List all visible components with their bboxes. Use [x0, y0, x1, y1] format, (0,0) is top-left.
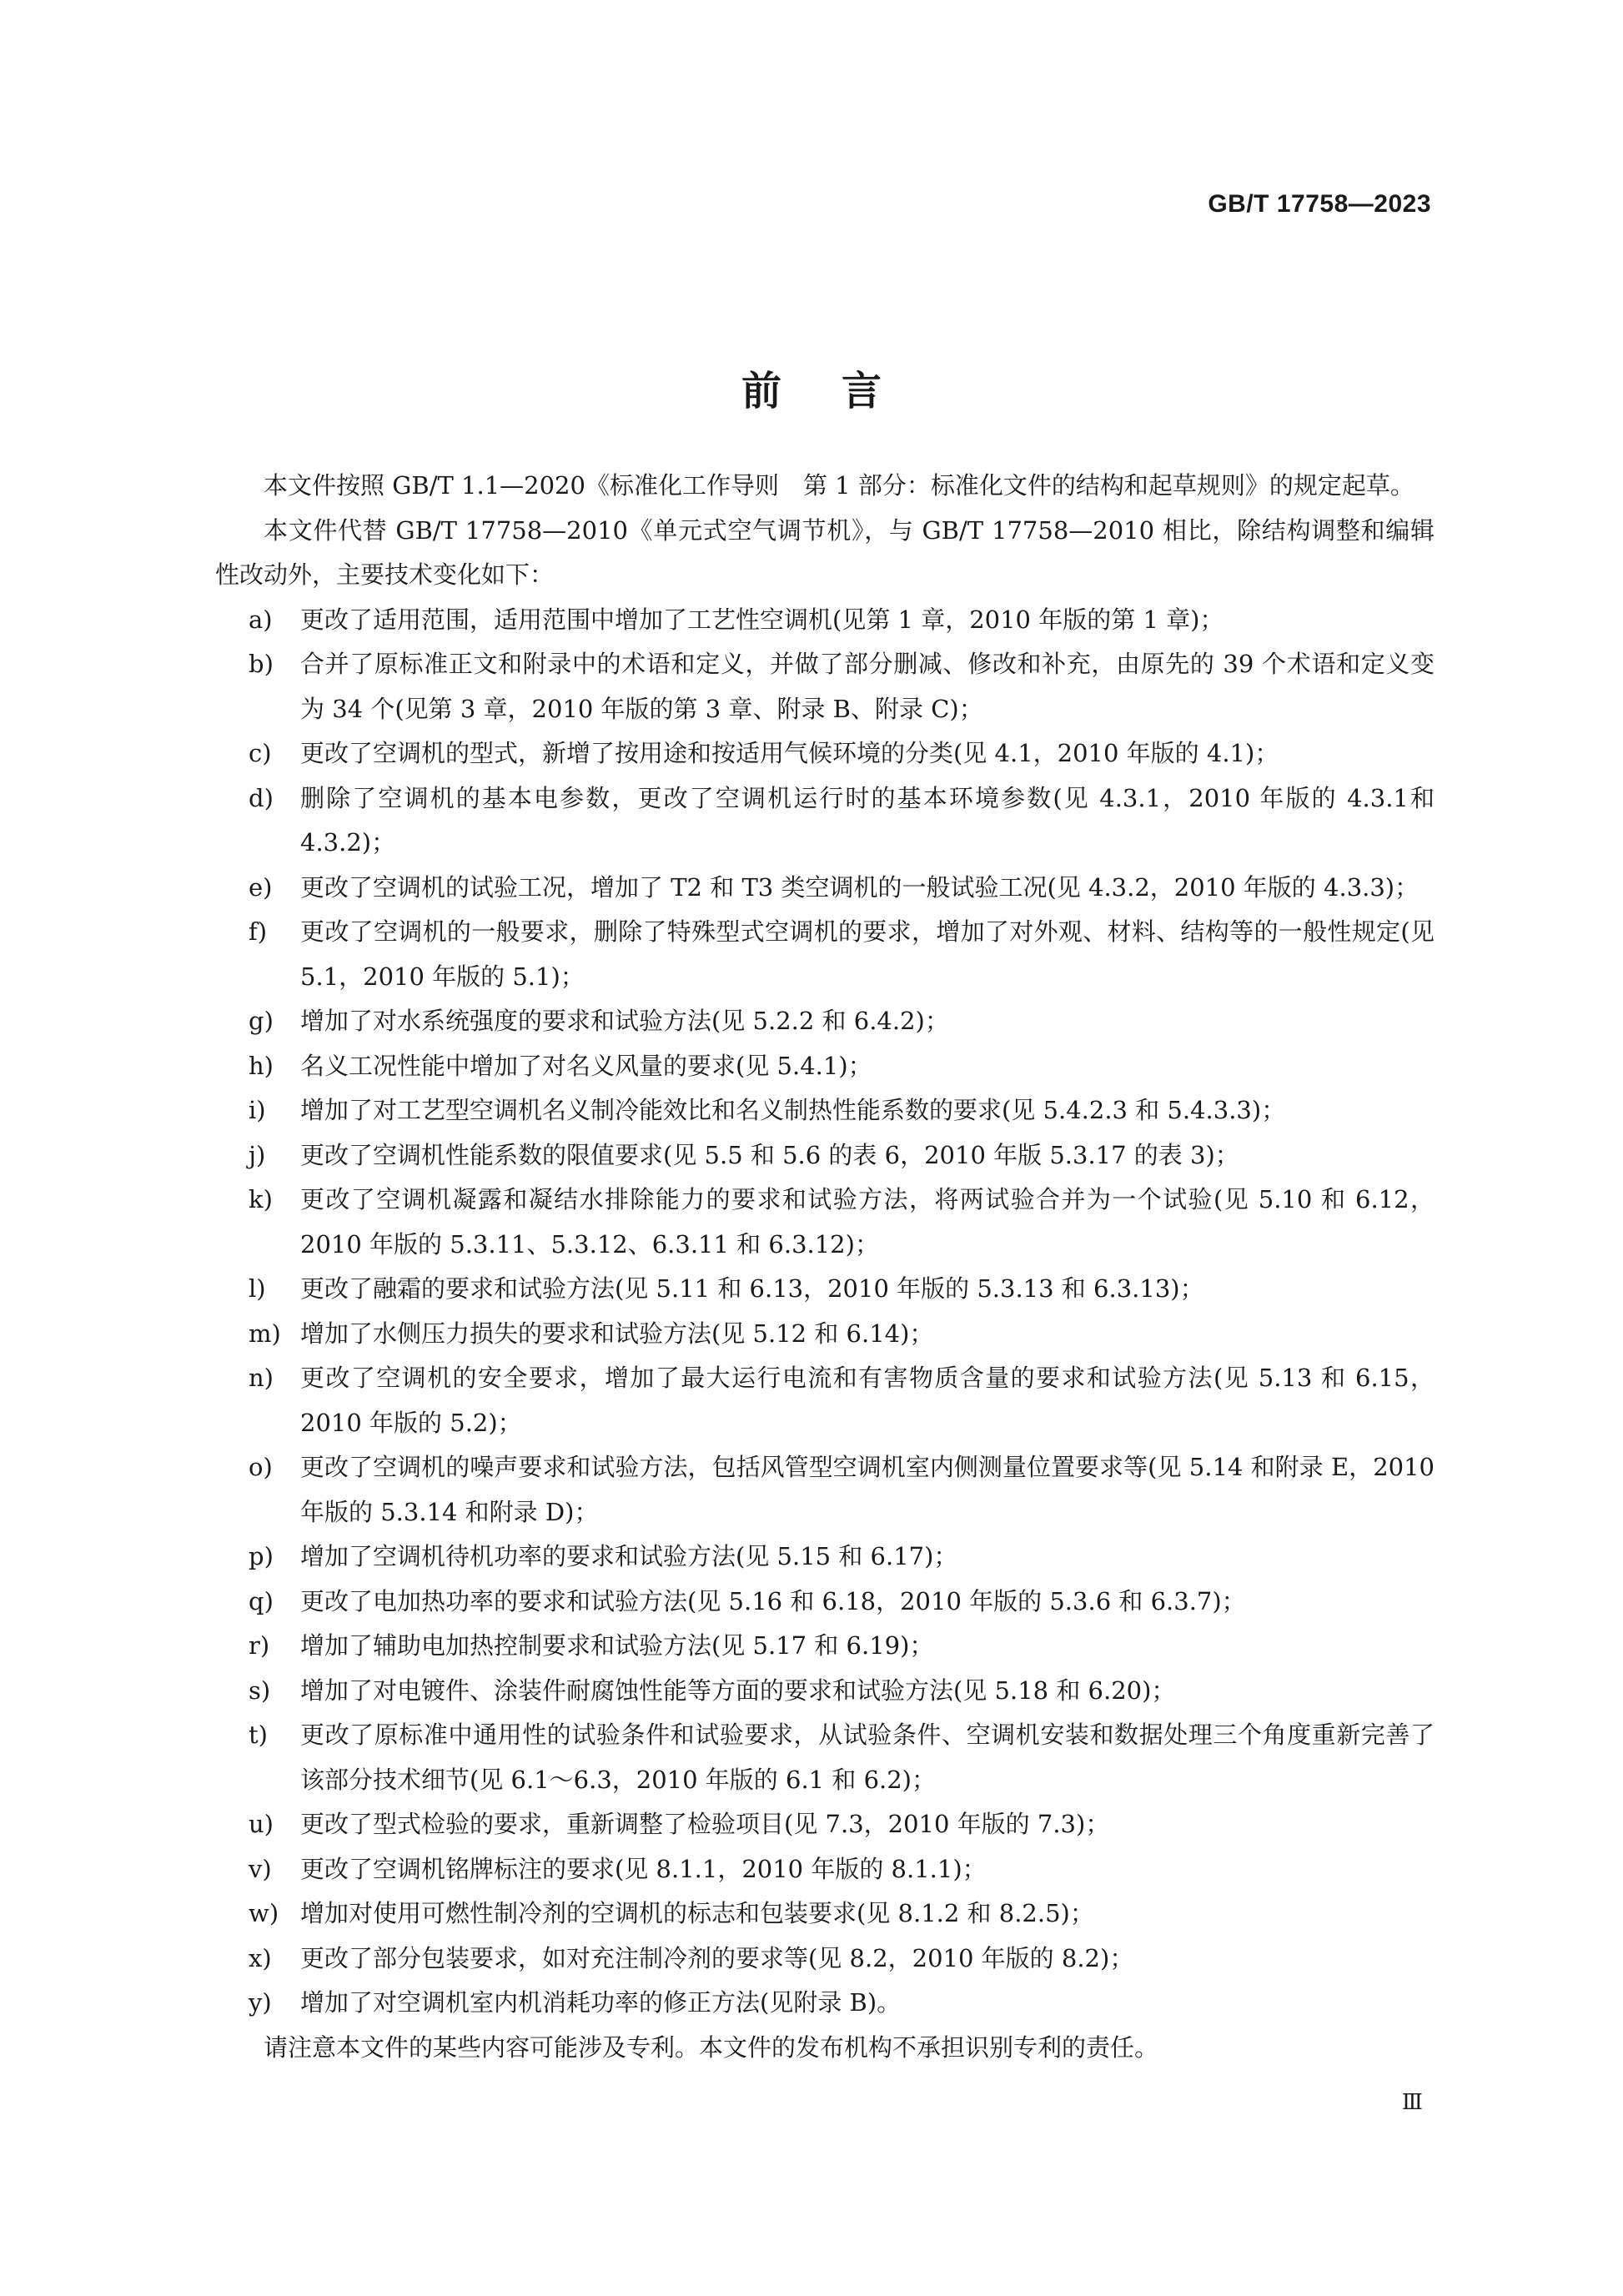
- list-item-letter: o): [249, 1453, 273, 1481]
- list-item: [215, 1981, 1435, 2026]
- list-item-letter: i): [249, 1096, 266, 1124]
- list-item: [215, 776, 1435, 866]
- list-item-letter: r): [249, 1631, 270, 1660]
- intro-paragraph-drafting: 本文件按照 GB/T 1.1—2020《标准化工作导则 第 1 部分：标准化文件的结构和起草规则》的规定起草。: [264, 471, 1414, 500]
- list-item-text: 增加了对工艺型空调机名义制冷能效比和名义制热性能系数的要求(见 5.4.2.3 和 5.4.3.3)；: [300, 1096, 1286, 1124]
- list-item-text: 增加了水侧压力损失的要求和试验方法(见 5.12 和 6.14)；: [300, 1319, 934, 1348]
- list-item-letter: c): [249, 739, 272, 767]
- patent-notice: 请注意本文件的某些内容可能涉及专利。本文件的发布机构不承担识别专利的责任。: [264, 2032, 1159, 2062]
- list-item: [215, 1669, 1435, 1714]
- list-item: [215, 1312, 1435, 1357]
- list-item: [215, 1267, 1435, 1312]
- list-item-text: 更改了空调机凝露和凝结水排除能力的要求和试验方法，将两试验合并为一个试验(见 5.10 和 6.12，2010 年版的 5.3.11、5.3.12、6.3.11 和 6.3.12)；: [300, 1185, 1435, 1259]
- list-item-letter: k): [249, 1185, 273, 1213]
- list-item-text: 更改了空调机的一般要求，删除了特殊型式空调机的要求，增加了对外观、材料、结构等的一般性规定(见 5.1，2010 年版的 5.1)；: [300, 917, 1435, 991]
- list-item: [215, 1580, 1435, 1625]
- list-item-text: 更改了空调机铭牌标注的要求(见 8.1.1，2010 年版的 8.1.1)；: [300, 1854, 987, 1883]
- list-item: [215, 1356, 1435, 1445]
- list-item: [215, 1178, 1435, 1267]
- list-item: [215, 866, 1435, 911]
- list-item-text: 增加了对电镀件、涂装件耐腐蚀性能等方面的要求和试验方法(见 5.18 和 6.20)；: [300, 1676, 1176, 1705]
- list-item-text: 更改了空调机的试验工况，增加了 T2 和 T3 类空调机的一般试验工况(见 4.3.2，2010 年版的 4.3.3)；: [300, 872, 1419, 902]
- list-item: [215, 731, 1435, 776]
- list-item-letter: m): [249, 1319, 281, 1348]
- list-item-text: 更改了型式检验的要求，重新调整了检验项目(见 7.3，2010 年版的 7.3)；: [300, 1810, 1110, 1838]
- list-item-letter: h): [249, 1051, 274, 1080]
- list-item-letter: a): [249, 605, 273, 634]
- list-item-letter: l): [249, 1274, 266, 1303]
- list-item: [215, 999, 1435, 1044]
- list-item-text: 删除了空调机的基本电参数，更改了空调机运行时的基本环境参数(见 4.3.1，2010 年版的 4.3.1和 4.3.2)；: [300, 783, 1435, 857]
- list-item-text: 更改了空调机的噪声要求和试验方法，包括风管型空调机室内侧测量位置要求等(见 5.14 和附录 E，2010 年版的 5.3.14 和附录 D)；: [300, 1453, 1435, 1526]
- list-item: [215, 1802, 1435, 1847]
- list-item-letter: w): [249, 1899, 279, 1927]
- list-item-letter: y): [249, 1988, 272, 2017]
- intro-paragraph-replacement: 本文件代替 GB/T 17758—2010《单元式空气调节机》，与 GB/T 17758—2010 相比，除结构调整和编辑性改动外，主要技术变化如下：: [215, 515, 1435, 589]
- list-item-text: 更改了部分包装要求，如对充注制冷剂的要求等(见 8.2，2010 年版的 8.2)；: [300, 1943, 1134, 1972]
- page-title: 前言: [741, 368, 942, 415]
- list-item: [215, 1044, 1435, 1089]
- list-item: [215, 1624, 1435, 1669]
- list-item: [215, 1713, 1435, 1802]
- list-item-text: 增加了对水系统强度的要求和试验方法(见 5.2.2 和 6.4.2)；: [300, 1007, 949, 1035]
- technical-changes-list: [215, 598, 1435, 2026]
- page-number: Ⅲ: [1401, 2090, 1423, 2115]
- list-item: [215, 1445, 1435, 1535]
- list-item: [215, 1892, 1435, 1937]
- document-body: [215, 464, 1435, 2070]
- list-item-letter: n): [249, 1364, 274, 1392]
- list-item-text: 更改了适用范围，适用范围中增加了工艺性空调机(见第 1 章，2010 年版的第 1 章)；: [300, 605, 1224, 634]
- list-item-letter: b): [249, 650, 274, 678]
- list-item: [215, 910, 1435, 999]
- list-item-text: 更改了空调机性能系数的限值要求(见 5.5 和 5.6 的表 6，2010 年版 5.3.17 的表 3)；: [300, 1140, 1239, 1169]
- list-item-letter: t): [249, 1721, 268, 1749]
- list-item-text: 更改了空调机的安全要求，增加了最大运行电流和有害物质含量的要求和试验方法(见 5.13 和 6.15，2010 年版的 5.2)；: [300, 1364, 1435, 1437]
- list-item-text: 增加了辅助电加热控制要求和试验方法(见 5.17 和 6.19)；: [300, 1631, 934, 1660]
- list-item-letter: u): [249, 1810, 274, 1838]
- list-item-text: 更改了空调机的型式，新增了按用途和按适用气候环境的分类(见 4.1，2010 年版的 4.1)；: [300, 739, 1279, 767]
- list-item: [215, 598, 1435, 643]
- list-item-letter: d): [249, 783, 274, 812]
- list-item-text: 更改了电加热功率的要求和试验方法(见 5.16 和 6.18，2010 年版的 5.3.6 和 6.3.7)；: [300, 1586, 1246, 1615]
- list-item-letter: f): [249, 917, 268, 946]
- list-item-text: 名义工况性能中增加了对名义风量的要求(见 5.4.1)；: [300, 1051, 872, 1080]
- list-item-text: 更改了融霜的要求和试验方法(见 5.11 和 6.13，2010 年版的 5.3.13 和 6.3.13)；: [300, 1274, 1204, 1303]
- list-item-letter: e): [249, 872, 273, 902]
- list-item: [215, 1088, 1435, 1133]
- list-item-text: 增加对使用可燃性制冷剂的空调机的标志和包装要求(见 8.1.2 和 8.2.5)；: [300, 1899, 1094, 1927]
- list-item-letter: v): [249, 1854, 272, 1883]
- list-item-text: 增加了对空调机室内机消耗功率的修正方法(见附录 B)。: [300, 1988, 902, 2017]
- list-item-letter: p): [249, 1542, 274, 1570]
- list-item-letter: x): [249, 1943, 272, 1972]
- standard-number: GB/T 17758—2023: [1208, 190, 1431, 218]
- list-item: [215, 642, 1435, 731]
- list-item: [215, 1847, 1435, 1892]
- list-item: [215, 1133, 1435, 1178]
- list-item: [215, 1535, 1435, 1580]
- list-item-letter: j): [249, 1140, 266, 1169]
- list-item-text: 增加了空调机待机功率的要求和试验方法(见 5.15 和 6.17)；: [300, 1542, 958, 1570]
- list-item-letter: s): [249, 1676, 271, 1705]
- list-item-text: 合并了原标准正文和附录中的术语和定义，并做了部分删减、修改和补充，由原先的 39 个术语和定义变为 34 个(见第 3 章，2010 年版的第 3 章、附录 B、附录 C)；: [300, 650, 1435, 723]
- list-item-letter: g): [249, 1007, 274, 1035]
- list-item: [215, 1937, 1435, 1982]
- list-item-letter: q): [249, 1586, 274, 1615]
- list-item-text: 更改了原标准中通用性的试验条件和试验要求，从试验条件、空调机安装和数据处理三个角度重新完善了该部分技术细节(见 6.1～6.3，2010 年版的 6.1 和 6.2)；: [300, 1721, 1435, 1794]
